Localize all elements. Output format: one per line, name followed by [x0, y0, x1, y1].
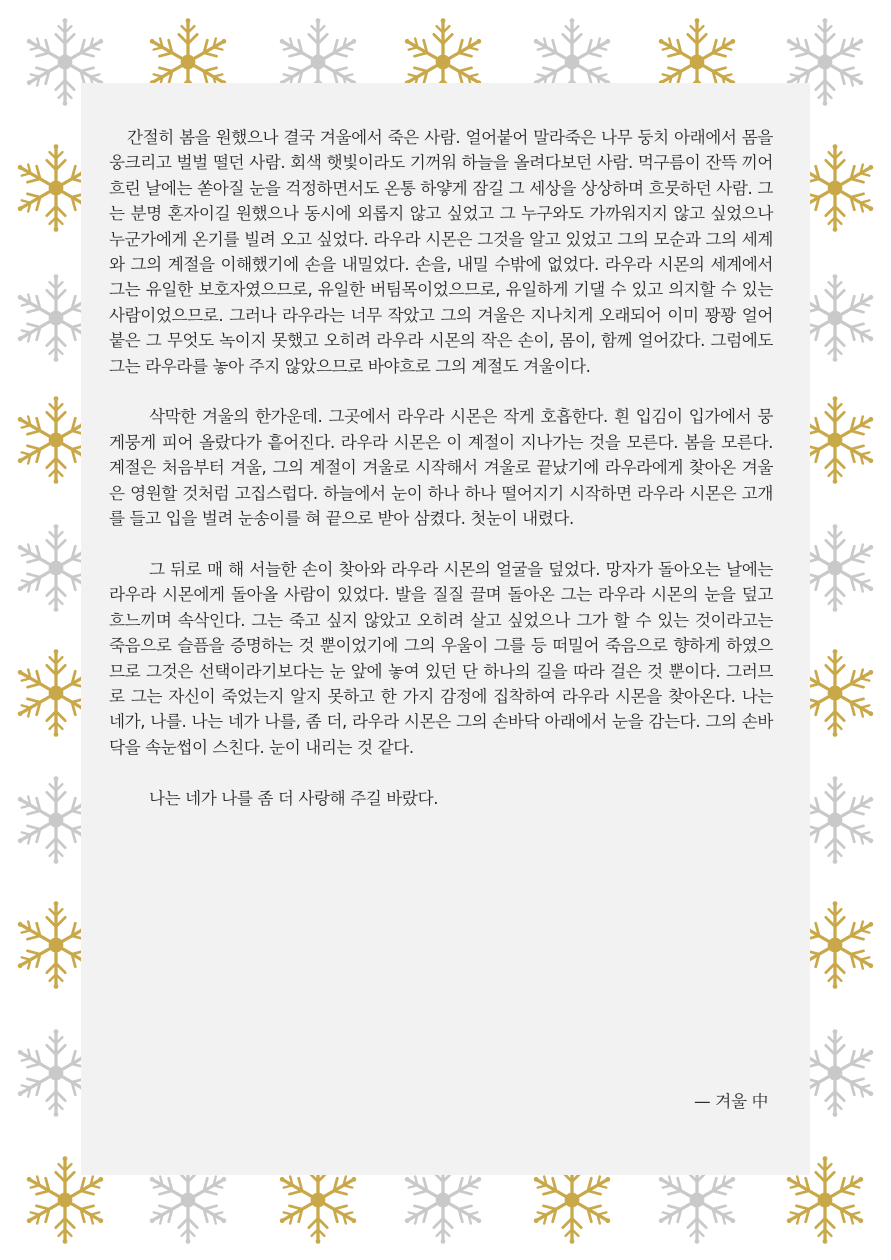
paragraph-2: 삭막한 겨울의 한가운데. 그곳에서 라우라 시몬은 작게 호흡한다. 흰 입김이 입가에서 뭉게뭉게 피어 올랐다가 흩어진다. 라우라 시몬은 이 계절이 지나가는 것을 모른다. 봄을 모른다. 계절은 처음부터 겨울, 그의 계절이 겨울로 시작해서 겨울로 끝났기에 라우라에게 찾아온 겨울은 영원할 것처럼 고집스럽다. 하늘에서 눈이 하나 하나 떨어지기 시작하면 라우라 시몬은 고개를 들고 입을 벌려 눈송이를 혀 끝으로 받아 삼켰다. 첫눈이 내렸다.: [109, 407, 773, 529]
story-text: [109, 125, 773, 836]
paragraph-1: 간절히 봄을 원했으나 결국 겨울에서 죽은 사람. 얼어붙어 말라죽은 나무 둥치 아래에서 몸을 웅크리고 벌벌 떨던 사람. 회색 햇빛이라도 기꺼워 하늘을 올려다보던 사람. 먹구름이 잔뜩 끼어 흐린 날에는 쏟아질 눈을 걱정하면서도 온통 하얗게 잠길 그 세상을 상상하며 흐뭇하던 사람. 그는 분명 혼자이길 원했으나 동시에 외롭지 않고 싶었고 그 누구와도 가까워지지 않고 싶었으나 누군가에게 온기를 빌려 오고 싶었다. 라우라 시몬은 그것을 알고 있었고 그의 모순과 그의 세계와 그의 계절을 이해했기에 손을 내밀었다. 손을, 내밀 수밖에 없었다. 라우라 시몬의 세계에서 그는 유일한 보호자였으므로, 유일한 버팀목이었으므로, 유일하게 기댈 수 있고 의지할 수 있는 사람이었으므로. 그러나 라우라는 너무 작았고 그의 겨울은 지나치게 오래되어 이미 꽝꽝 얼어붙은 그 무엇도 녹이지 못했고 오히려 라우라 시몬의 작은 손이, 몸이, 함께 얼어갔다. 그럼에도 그는 라우라를 놓아 주지 않았으므로 바야흐로 그의 계절도 겨울이다.: [109, 128, 773, 376]
text-panel: [81, 83, 810, 1175]
paragraph-4: 나는 네가 나를 좀 더 사랑해 주길 바랐다.: [149, 788, 439, 808]
paragraph-3: 그 뒤로 매 해 서늘한 손이 찾아와 라우라 시몬의 얼굴을 덮었다. 망자가 돌아오는 날에는 라우라 시몬에게 돌아올 사람이 있었다. 발을 질질 끌며 돌아온 그는 라우라 시몬의 눈을 덮고 흐느끼며 속삭인다. 그는 죽고 싶지 않았고 오히려 살고 싶었으나 그가 할 수 있는 것이라고는 죽음으로 슬픔을 증명하는 것 뿐이었기에 그의 우울이 그를 등 떠밀어 죽음으로 향하게 하였으므로 그것은 선택이라기보다는 눈 앞에 놓여 있던 단 하나의 길을 따라 걸은 것 뿐이다. 그러므로 그는 자신이 죽었는지 알지 못하고 한 가지 감정에 집착하여 라우라 시몬을 찾아온다. 나는 네가, 나를. 나는 네가 나를, 좀 더, 라우라 시몬은 그의 손바닥 아래에서 눈을 감는다. 그의 손바닥을 속눈썹이 스친다. 눈이 내리는 것 같다.: [109, 559, 773, 757]
signature: — 겨울 中: [694, 1092, 768, 1111]
